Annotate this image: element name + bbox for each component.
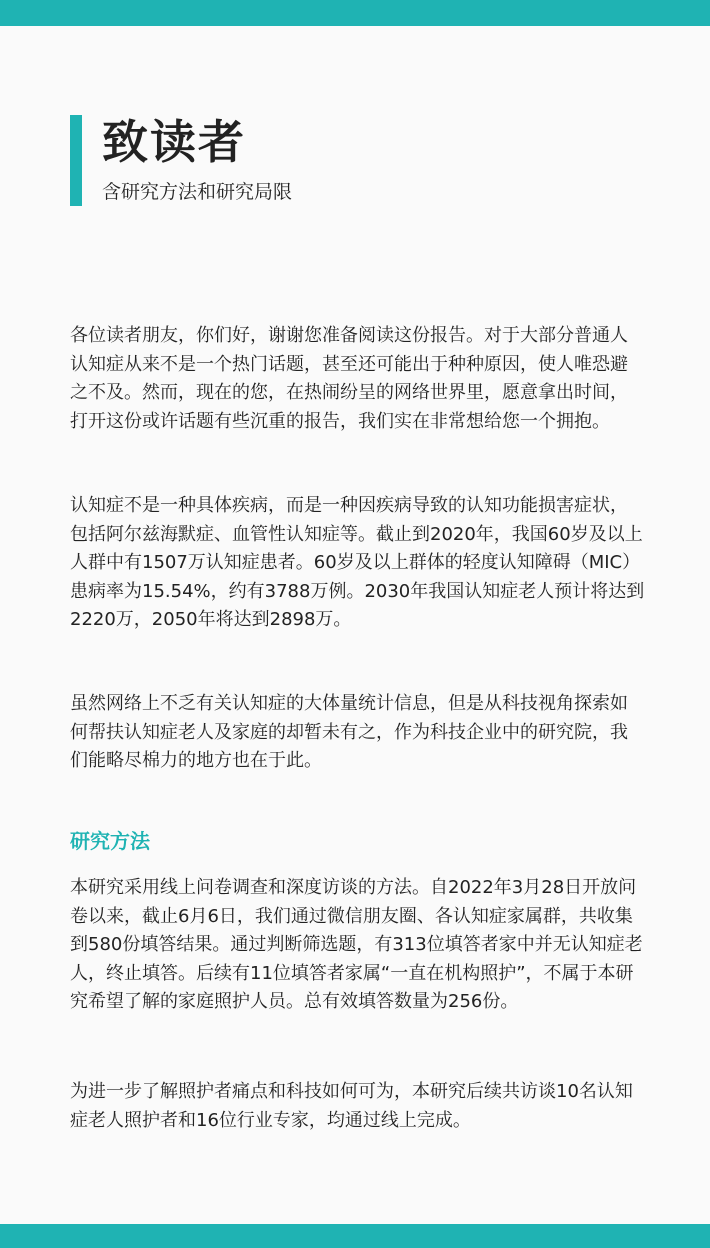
intro-paragraph-1: 各位读者朋友，你们好，谢谢您准备阅读这份报告。对于大部分普通人认知症从来不是一个热门话题，甚至还可能出于种种原因，使人唯恐避之不及。然而，现在的您，在热闹纷呈的网络世界里，愿意拿出时间，打开这份或许话题有些沉重的报告，我们实在非常想给您一个拥抱。 <box>70 325 628 432</box>
page-title: 致读者 <box>102 115 246 169</box>
method-section-heading: 研究方法 <box>70 829 150 853</box>
top-accent-band <box>0 0 710 26</box>
method-paragraph-2: 为进一步了解照护者痛点和科技如何可为，本研究后续共访谈10名认知症老人照护者和16位行业专家，均通过线上完成。 <box>70 1081 633 1131</box>
title-accent-bar <box>70 115 82 206</box>
bottom-accent-band <box>0 1224 710 1248</box>
page-subtitle: 含研究方法和研究局限 <box>102 181 293 203</box>
intro-paragraph-2: 认知症不是一种具体疾病，而是一种因疾病导致的认知功能损害症状，包括阿尔兹海默症、血管性认知症等。截止到2020年，我国60岁及以上人群中有1507万认知症患者。60岁及以上群体的轻度认知障碍（MIC）患病率为15.54%，约有3788万例。2030年我国认知症老人预计将达到2220万，2050年将达到2898万。 <box>70 495 645 630</box>
intro-paragraph-3: 虽然网络上不乏有关认知症的大体量统计信息，但是从科技视角探索如何帮扶认知症老人及家庭的却暂未有之，作为科技企业中的研究院，我们能略尽棉力的地方也在于此。 <box>70 693 628 771</box>
method-paragraph-1: 本研究采用线上问卷调查和深度访谈的方法。自2022年3月28日开放问卷以来，截止6月6日，我们通过微信朋友圈、各认知症家属群，共收集到580份填答结果。通过判断筛选题，有313位填答者家中并无认知症老人，终止填答。后续有11位填答者家属“一直在机构照护”，不属于本研究希望了解的家庭照护人员。总有效填答数量为256份。 <box>70 877 643 1012</box>
